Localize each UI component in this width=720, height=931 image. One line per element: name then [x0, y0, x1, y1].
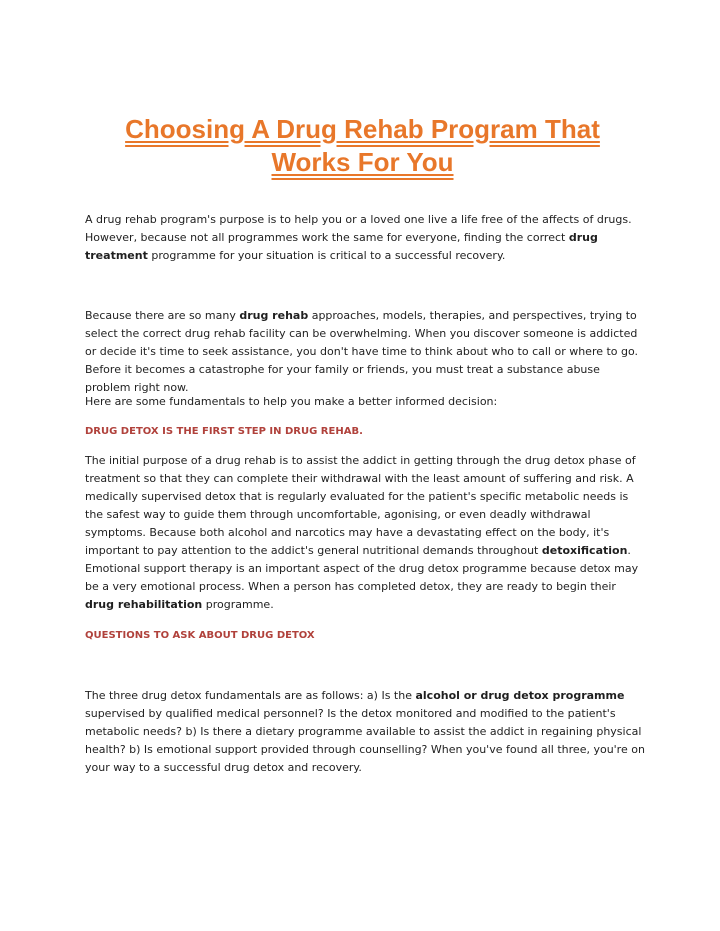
- paragraph-fundamentals: Here are some fundamentals to help you make a better informed decision:: [85, 395, 498, 408]
- paragraph-text: supervised by qualified medical personnel? Is the detox monitored and modified to the patient's metabolic needs? b) Is there a dietary programme available to assist the addict in regaining physical health? b) Is emotional support provided through counselling? When you've found all three, you're on your way to a successful drug detox and recovery.: [85, 707, 645, 774]
- paragraph-text: programme.: [202, 598, 274, 611]
- keyword-alcohol-drug-detox: alcohol or drug detox programme: [415, 689, 625, 702]
- keyword-detoxification: detoxification: [541, 544, 628, 557]
- keyword-drug-treatment: drug treatment: [85, 231, 598, 262]
- paragraph-detox-purpose: [85, 452, 645, 614]
- paragraph-text: . Emotional support therapy is an important aspect of the drug detox programme because detox may be a very emotional process. When a person has completed detox, they are ready to begin their: [85, 544, 639, 593]
- paragraph-text: A drug rehab program's purpose is to help you or a loved one live a life free of the affects of drugs. However, because not all programmes work the same for everyone, finding the correct: [85, 213, 632, 244]
- page-title: [90, 113, 635, 179]
- section-heading-questions: QUESTIONS TO ASK ABOUT DRUG DETOX: [85, 630, 315, 641]
- paragraph-text: The three drug detox fundamentals are as follows: a) Is the: [85, 689, 416, 702]
- paragraph-intro: [85, 211, 645, 265]
- paragraph-three-fundamentals: [85, 687, 645, 777]
- paragraph-text: approaches, models, therapies, and perspectives, trying to select the correct drug rehab facility can be overwhelming. When you discover someone is addicted or decide it's time to seek assistance, you don't have time to think about who to call or where to go. Before it becomes a catastrophe for your family or friends, you must treat a substance abuse problem right now.: [85, 309, 639, 394]
- page-title-text: Choosing A Drug Rehab Program That Works For You: [125, 114, 600, 177]
- paragraph-approaches: [85, 307, 645, 397]
- keyword-drug-rehabilitation: drug rehabilitation: [85, 598, 203, 611]
- section-heading-detox-first-step: DRUG DETOX IS THE FIRST STEP IN DRUG REHAB.: [85, 426, 363, 437]
- keyword-drug-rehab: drug rehab: [239, 309, 309, 322]
- paragraph-text: Because there are so many: [85, 309, 240, 322]
- paragraph-text: The initial purpose of a drug rehab is to assist the addict in getting through the drug detox phase of treatment so that they can complete their withdrawal with the least amount of suffering and risk. A medically supervised detox that is regularly evaluated for the patient's specific metabolic needs is the safest way to guide them through uncomfortable, agonising, or even deadly withdrawal symptoms. Because both alcohol and narcotics may have a devastating effect on the body, it's important to pay attention to the addict's general nutritional demands throughout: [85, 454, 636, 557]
- paragraph-text: programme for your situation is critical to a successful recovery.: [147, 249, 506, 262]
